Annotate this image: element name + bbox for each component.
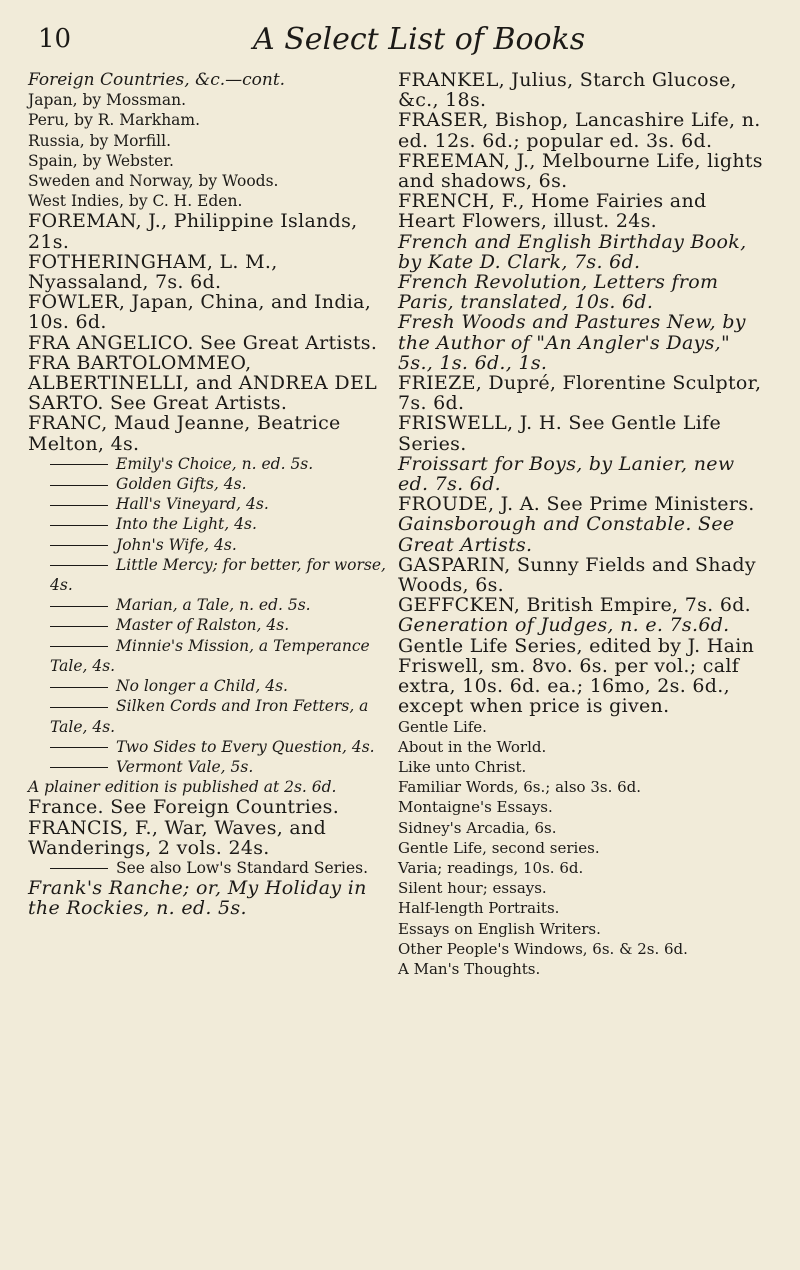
catalogue-entry: Fresh Woods and Pastures New, by the Author of "An Angler's Days," 5s., 1s. 6d., 1s. xyxy=(398,311,746,374)
series-title: Like unto Christ. xyxy=(398,757,527,776)
right-column xyxy=(398,70,770,979)
catalogue-entry: FRANCIS, F., War, Waves, and Wanderings, 2 vols. 24s. xyxy=(28,816,327,859)
catalogue-entry: Gentle Life Series, edited by J. Hain Friswell, sm. 8vo. 6s. per vol.; calf extra, 10s. 6d. ea.; 16mo, 2s. 6d., except when price is given. xyxy=(398,634,755,718)
entry-subitem: Peru, by R. Markham. xyxy=(28,111,201,130)
catalogue-subentry xyxy=(28,514,390,534)
subentry-text: Into the Light, 4s. xyxy=(116,515,257,534)
catalogue-entry: Gainsborough and Constable. See Great Artists. xyxy=(398,513,735,556)
series-title: Silent hour; essays. xyxy=(398,879,547,898)
running-title: A Select List of Books xyxy=(253,22,586,57)
catalogue-entry: FOREMAN, J., Philippine Islands, 21s. xyxy=(28,210,358,253)
catalogue-subentry xyxy=(28,636,390,676)
catalogue-entry: GEFFCKEN, British Empire, 7s. 6d. xyxy=(398,594,752,617)
series-title: Gentle Life, second series. xyxy=(398,838,600,857)
catalogue-subentry xyxy=(28,535,390,555)
ditto-rule xyxy=(50,707,108,708)
catalogue-subentry xyxy=(28,676,390,696)
catalogue-entry: FRASER, Bishop, Lancashire Life, n. ed. 12s. 6d.; popular ed. 3s. 6d. xyxy=(398,109,761,152)
subentry-text: Silken Cords and Iron Fetters, a Tale, 4s. xyxy=(50,697,369,736)
catalogue-subentry xyxy=(28,555,390,595)
series-title: About in the World. xyxy=(398,737,547,756)
ditto-rule xyxy=(50,747,108,748)
left-column xyxy=(28,70,390,919)
catalogue-entry: French and English Birthday Book, by Kate D. Clark, 7s. 6d. xyxy=(398,230,747,273)
catalogue-subentry xyxy=(28,494,390,514)
page-header xyxy=(38,22,770,62)
catalogue-entry: FRENCH, F., Home Fairies and Heart Flowers, illust. 24s. xyxy=(398,190,707,233)
catalogue-entry: Frank's Ranche; or, My Holiday in the Rockies, n. ed. 5s. xyxy=(28,877,367,920)
catalogue-subentry xyxy=(28,454,390,474)
series-title: Varia; readings, 10s. 6d. xyxy=(398,858,584,877)
ditto-rule xyxy=(50,606,108,607)
series-title: Other People's Windows, 6s. & 2s. 6d. xyxy=(398,939,688,958)
series-title: A Man's Thoughts. xyxy=(398,959,541,978)
ditto-rule xyxy=(50,868,108,869)
entry-subitem: West Indies, by C. H. Eden. xyxy=(28,192,243,211)
ditto-rule xyxy=(50,767,108,768)
catalogue-entry: France. See Foreign Countries. xyxy=(28,796,340,819)
ditto-rule xyxy=(50,505,108,506)
subentry-text: Master of Ralston, 4s. xyxy=(116,616,290,635)
catalogue-entry: FREEMAN, J., Melbourne Life, lights and shadows, 6s. xyxy=(398,149,763,193)
series-title: Montaigne's Essays. xyxy=(398,798,553,817)
subentry-text: See also Low's Standard Series. xyxy=(116,858,369,877)
catalogue-subentry xyxy=(28,615,390,635)
entry-heading: Foreign Countries, &c.—cont. xyxy=(28,70,286,90)
series-title: Half-length Portraits. xyxy=(398,899,560,918)
ditto-rule xyxy=(50,545,108,546)
subentry-text: Golden Gifts, 4s. xyxy=(116,475,247,494)
subentry-text: Minnie's Mission, a Temperance Tale, 4s. xyxy=(50,636,370,675)
subentry-text: No longer a Child, 4s. xyxy=(116,677,288,696)
page-number: 10 xyxy=(38,24,72,54)
subentry-text: Vermont Vale, 5s. xyxy=(116,757,254,776)
ditto-rule xyxy=(50,646,108,647)
subentry-text: Little Mercy; for better, for worse, 4s. xyxy=(50,555,386,595)
catalogue-subentry xyxy=(28,474,390,494)
catalogue-subentry xyxy=(28,858,390,878)
edition-note: A plainer edition is published at 2s. 6d. xyxy=(28,778,337,797)
subentry-text: Hall's Vineyard, 4s. xyxy=(116,495,269,514)
entry-subitem: Spain, by Webster. xyxy=(28,151,174,170)
catalogue-subentry xyxy=(28,595,390,615)
catalogue-entry: FRANC, Maud Jeanne, Beatrice Melton, 4s. xyxy=(28,412,341,455)
ditto-rule xyxy=(50,485,108,486)
catalogue-entry: FRANKEL, Julius, Starch Glucose, &c., 18s. xyxy=(398,69,737,112)
series-title: Familiar Words, 6s.; also 3s. 6d. xyxy=(398,778,642,797)
catalogue-entry: French Revolution, Letters from Paris, translated, 10s. 6d. xyxy=(398,271,719,314)
catalogue-entry: FRISWELL, J. H. See Gentle Life Series. xyxy=(398,412,722,455)
ditto-rule xyxy=(50,565,108,566)
catalogue-entry: Generation of Judges, n. e. 7s.6d. xyxy=(398,614,730,637)
series-title: Sidney's Arcadia, 6s. xyxy=(398,818,557,837)
series-title: Gentle Life. xyxy=(398,717,487,736)
catalogue-entry: FROUDE, J. A. See Prime Ministers. xyxy=(398,493,755,516)
subentry-text: Marian, a Tale, n. ed. 5s. xyxy=(116,596,311,615)
ditto-rule xyxy=(50,687,108,688)
entry-subitem: Sweden and Norway, by Woods. xyxy=(28,172,279,191)
series-title: Essays on English Writers. xyxy=(398,919,601,938)
catalogue-entry: FRA ANGELICO. See Great Artists. xyxy=(28,331,378,354)
catalogue-entry: FOWLER, Japan, China, and India, 10s. 6d. xyxy=(28,291,372,334)
catalogue-subentry xyxy=(28,737,390,757)
subentry-text: John's Wife, 4s. xyxy=(116,535,237,554)
catalogue-entry: Froissart for Boys, by Lanier, new ed. 7s. 6d. xyxy=(398,452,735,496)
catalogue-entry: GASPARIN, Sunny Fields and Shady Woods, 6s. xyxy=(398,553,756,597)
ditto-rule xyxy=(50,525,108,526)
catalogue-subentry xyxy=(28,757,390,777)
entry-subitem: Japan, by Mossman. xyxy=(28,91,187,110)
subentry-text: Two Sides to Every Question, 4s. xyxy=(116,737,375,756)
ditto-rule xyxy=(50,626,108,627)
ditto-rule xyxy=(50,464,108,465)
catalogue-entry: FRIEZE, Dupré, Florentine Sculptor, 7s. 6d. xyxy=(398,372,762,415)
catalogue-entry: FOTHERINGHAM, L. M., Nyassaland, 7s. 6d. xyxy=(28,250,278,294)
catalogue-entry: FRA BARTOLOMMEO, ALBERTINELLI, and ANDREA DEL SARTO. See Great Artists. xyxy=(28,351,378,415)
entry-subitem: Russia, by Morfill. xyxy=(28,131,172,150)
catalogue-subentry xyxy=(28,696,390,736)
subentry-text: Emily's Choice, n. ed. 5s. xyxy=(116,454,314,473)
